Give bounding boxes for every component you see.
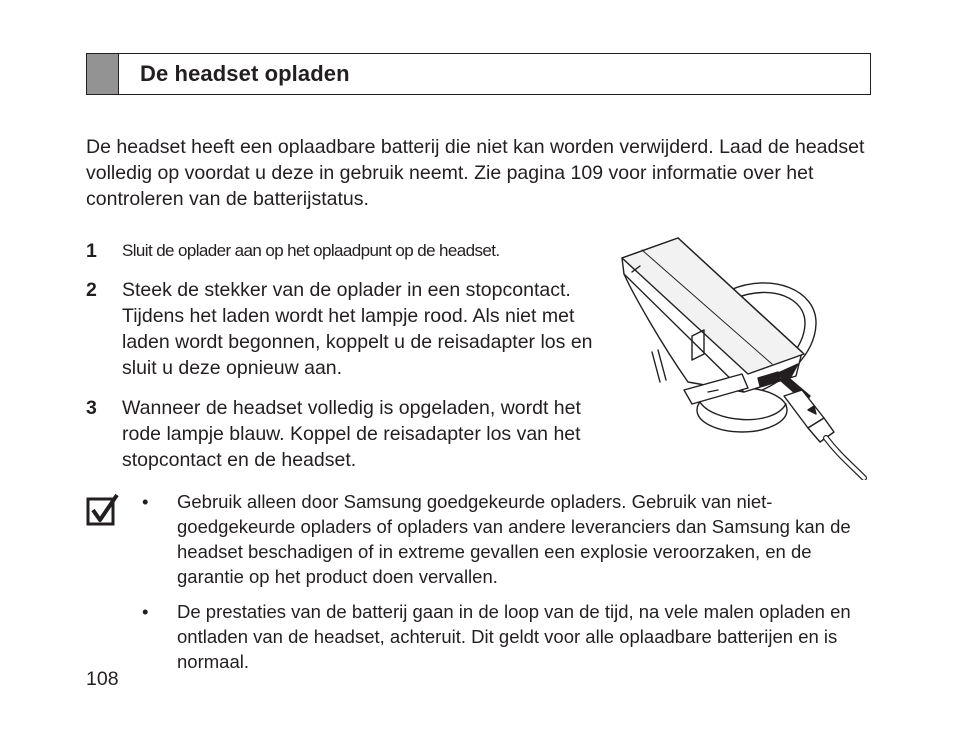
bullet: • — [142, 491, 149, 512]
page-number: 108 — [86, 668, 119, 690]
bullet: • — [142, 601, 149, 622]
step-text: Wanneer de headset volledig is opgeladen, wordt het rode lampje blauw. Koppel de reisadapter los van het stopcontact en de headset. — [122, 397, 581, 471]
section-header-marker — [87, 54, 119, 94]
step-text: Steek de stekker van de oplader in een stopcontact. Tijdens het laden wordt het lampje rood. Als niet met laden wordt begonnen, koppelt u de reisadapter los en sluit u deze opnieuw aan. — [122, 279, 593, 379]
note-text: De prestaties van de batterij gaan in de loop van de tijd, na vele malen opladen en ontladen van de headset, achteruit. Dit geldt voor alle oplaadbare batterijen en is normaal. — [177, 601, 851, 672]
headset-charging-illustration — [612, 232, 870, 480]
step-item — [86, 277, 616, 381]
step-item — [86, 238, 616, 264]
step-number: 2 — [86, 279, 97, 301]
note-list — [140, 489, 860, 684]
step-text: Sluit de oplader aan op het oplaadpunt op de headset. — [122, 241, 500, 260]
step-item — [86, 395, 616, 473]
step-number: 3 — [86, 397, 97, 419]
note-text: Gebruik alleen door Samsung goedgekeurde opladers. Gebruik van niet-goedgekeurde opladers of opladers van andere leveranciers dan Samsung kan de headset beschadigen of in extreme gevallen een explosie veroorzaken, en de garantie op het product doen vervallen. — [177, 491, 851, 587]
section-title: De headset opladen — [140, 61, 350, 86]
step-number: 1 — [86, 240, 97, 262]
step-list — [86, 238, 616, 473]
checkbox-check-icon — [86, 493, 120, 527]
note-item — [140, 599, 860, 674]
intro-paragraph: De headset heeft een oplaadbare batterij die niet kan worden verwijderd. Laad de headset volledig op voordat u deze in gebruik neemt. Zie pagina 109 voor informatie over het controleren van de batterijstatus. — [86, 136, 865, 210]
note-item — [140, 489, 860, 589]
section-header — [86, 53, 871, 95]
